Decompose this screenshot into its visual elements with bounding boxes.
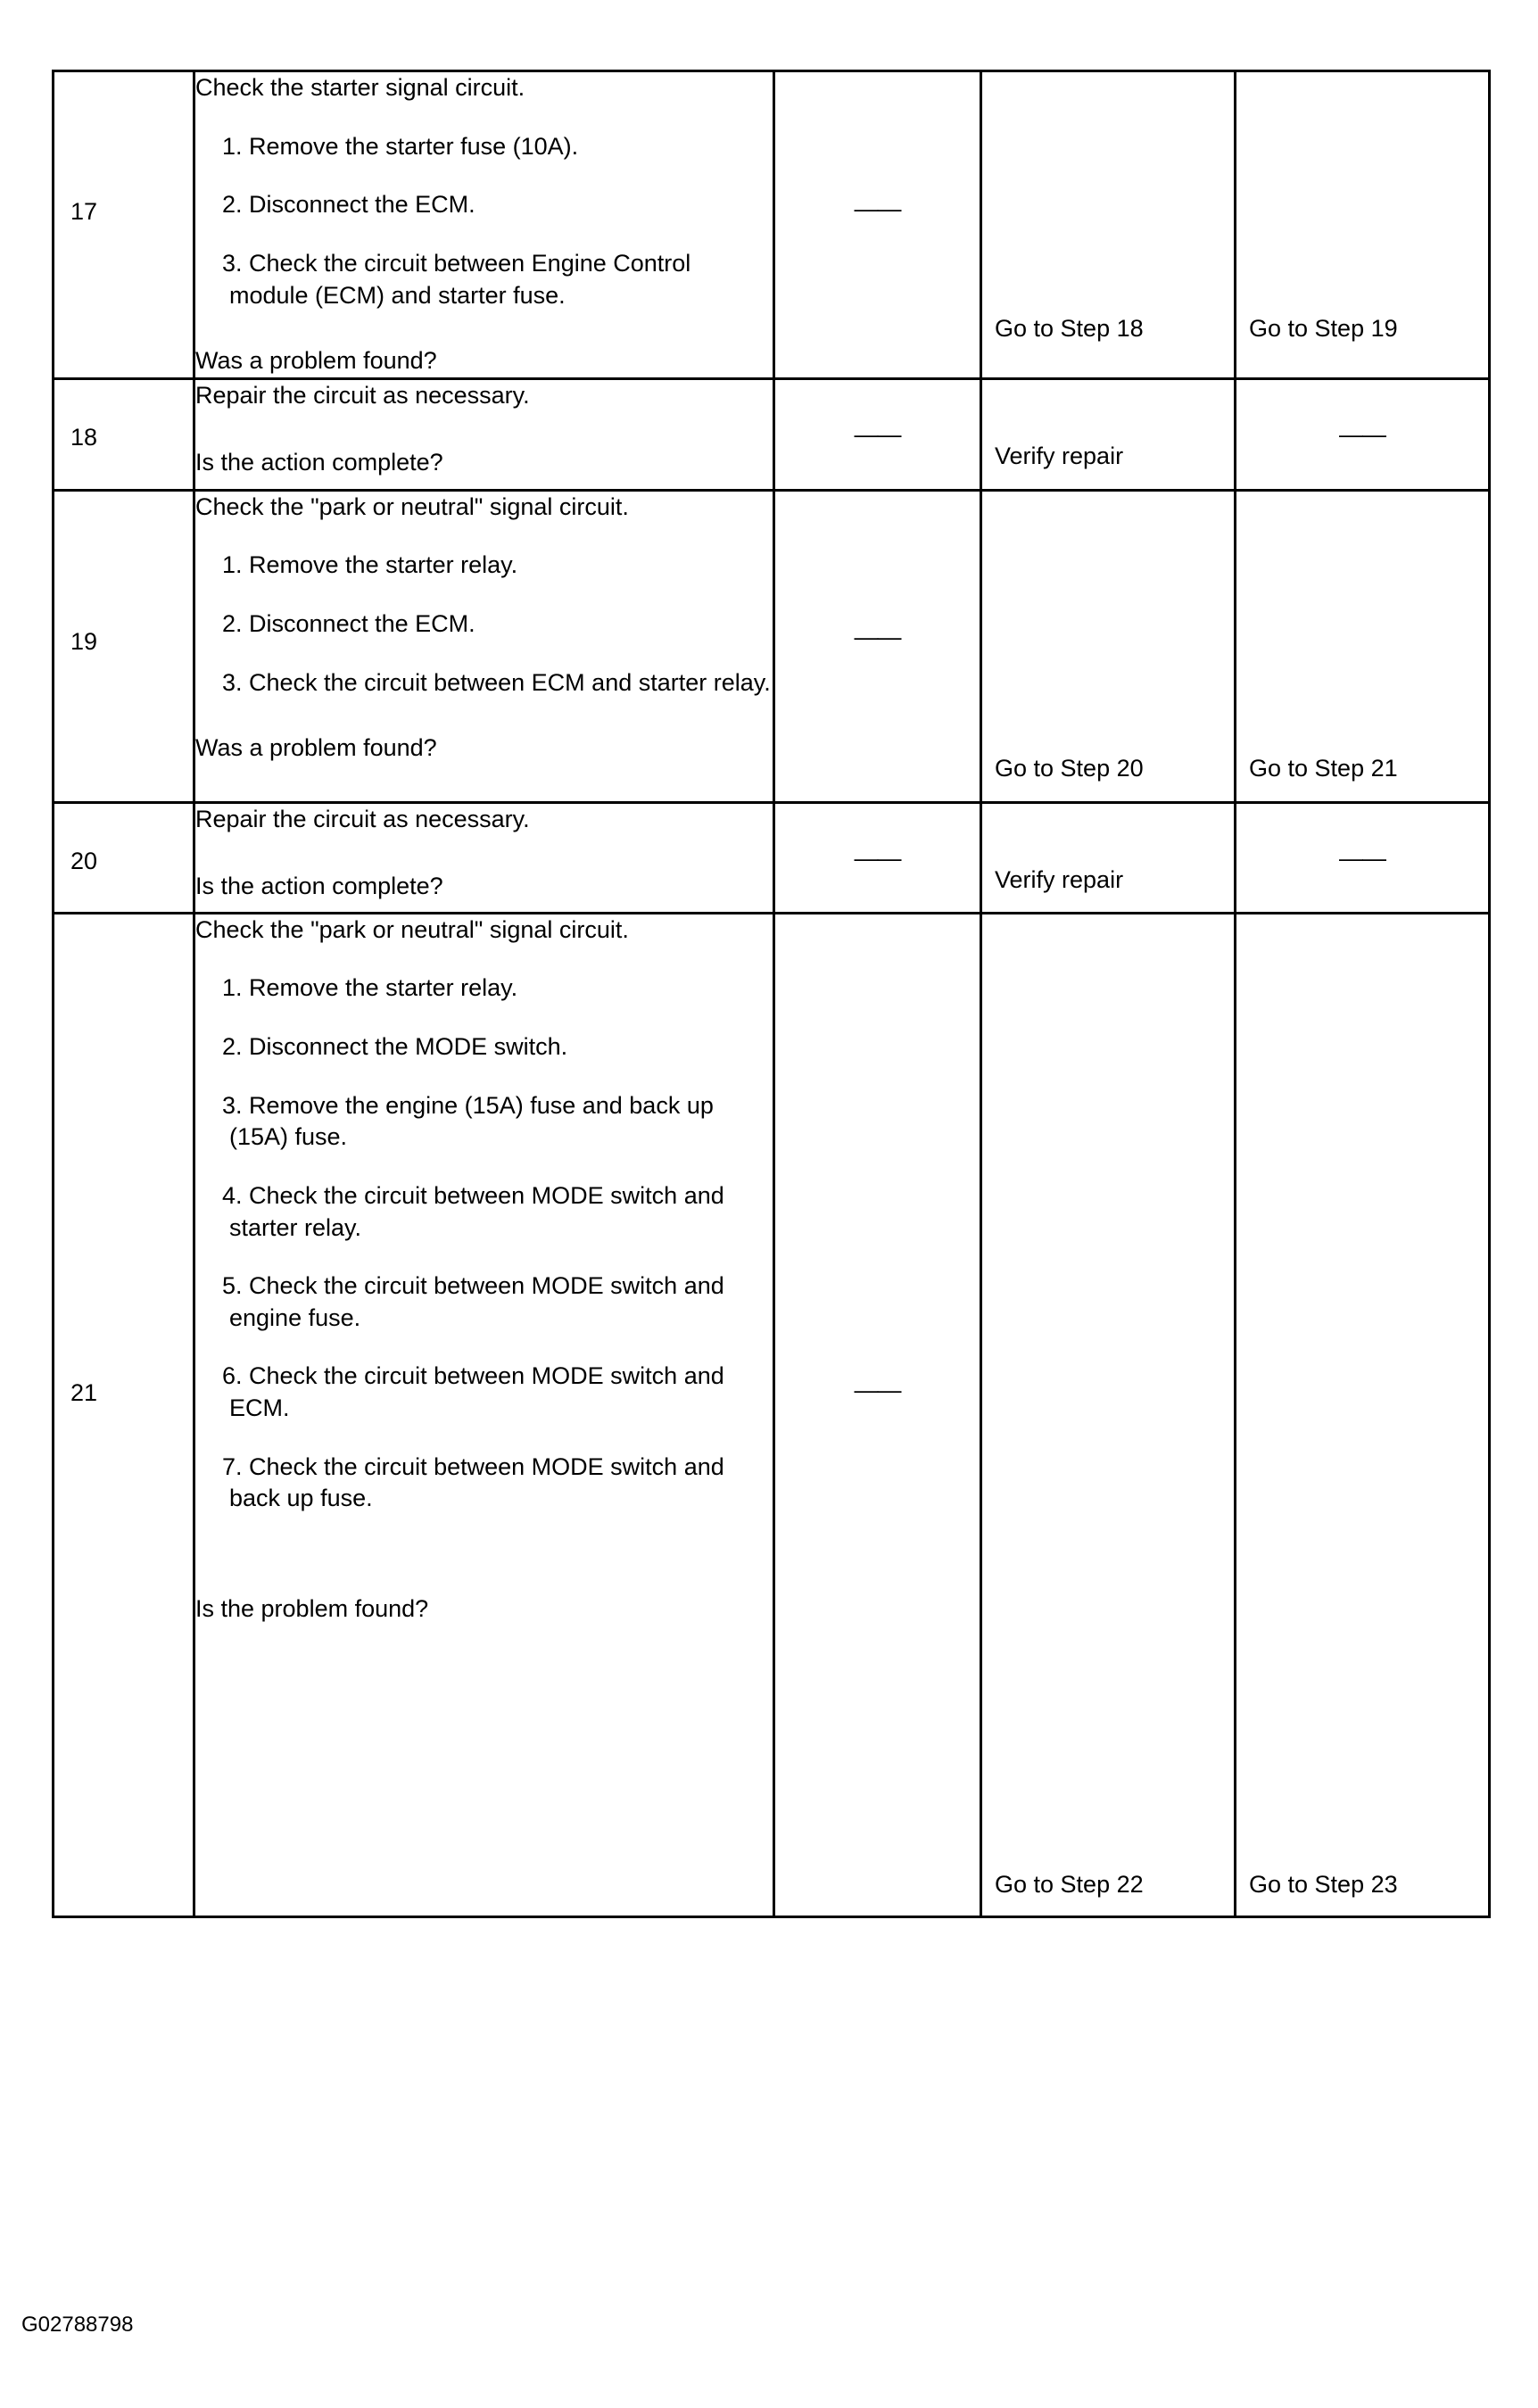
- list-item: 1. Remove the starter relay.: [222, 974, 518, 1002]
- value-dash: ——: [854, 623, 901, 650]
- action-cell: [194, 802, 774, 913]
- list-item: 3. Check the circuit between ECM and starter relay.: [222, 668, 771, 696]
- table-row: [54, 490, 1490, 802]
- action-question: Is the action complete?: [195, 449, 443, 476]
- substep-list: [195, 131, 773, 312]
- step-number-cell: [54, 378, 194, 490]
- value-dash: ——: [854, 420, 901, 448]
- diagnostic-steps-table: [52, 70, 1491, 1918]
- yes-text: Verify repair: [995, 865, 1124, 893]
- list-item: 7. Check the circuit between MODE switch and back up fuse.: [222, 1452, 724, 1512]
- value-dash: ——: [854, 844, 901, 872]
- yes-cell: [981, 913, 1236, 1916]
- list-item: 2. Disconnect the MODE switch.: [222, 1033, 568, 1060]
- no-text: Go to Step 19: [1249, 315, 1398, 342]
- action-lead-text: Check the "park or neutral" signal circuit.: [195, 915, 629, 943]
- value-dash: ——: [854, 1376, 901, 1403]
- value-cell: [774, 490, 981, 802]
- substep-list: [195, 972, 773, 1515]
- no-cell: [1236, 490, 1490, 802]
- step-number: 19: [70, 627, 98, 655]
- table-row: [54, 802, 1490, 913]
- no-cell: [1236, 71, 1490, 379]
- yes-cell: [981, 378, 1236, 490]
- no-text: Go to Step 21: [1249, 754, 1398, 782]
- value-cell: [774, 913, 981, 1916]
- list-item: 2. Disconnect the ECM.: [222, 610, 475, 637]
- action-cell: [194, 378, 774, 490]
- table-row: [54, 71, 1490, 379]
- list-item: 4. Check the circuit between MODE switch and starter relay.: [222, 1181, 724, 1241]
- yes-text: Go to Step 22: [995, 1870, 1144, 1898]
- no-cell: [1236, 802, 1490, 913]
- action-question: Was a problem found?: [195, 734, 437, 762]
- action-question: Is the problem found?: [195, 1594, 429, 1622]
- yes-cell: [981, 71, 1236, 379]
- step-number-cell: [54, 490, 194, 802]
- action-question: Is the action complete?: [195, 873, 443, 900]
- step-number-cell: [54, 802, 194, 913]
- table-row: [54, 378, 1490, 490]
- action-lead-text: Repair the circuit as necessary.: [195, 381, 530, 409]
- yes-text: Go to Step 20: [995, 754, 1144, 782]
- step-number-cell: [54, 71, 194, 379]
- list-item: 6. Check the circuit between MODE switch and ECM.: [222, 1362, 724, 1421]
- list-item: 1. Remove the starter relay.: [222, 551, 518, 579]
- yes-cell: [981, 802, 1236, 913]
- step-number: 18: [70, 423, 98, 451]
- action-cell: [194, 490, 774, 802]
- list-item: 1. Remove the starter fuse (10A).: [222, 132, 579, 160]
- no-cell: [1236, 913, 1490, 1916]
- action-lead-text: Check the "park or neutral" signal circuit.: [195, 492, 629, 520]
- value-dash: ——: [854, 195, 901, 222]
- value-cell: [774, 71, 981, 379]
- yes-cell: [981, 490, 1236, 802]
- no-text: Go to Step 23: [1249, 1870, 1398, 1898]
- no-dash: ——: [1339, 420, 1385, 448]
- action-cell: [194, 71, 774, 379]
- list-item: 2. Disconnect the ECM.: [222, 191, 475, 219]
- value-cell: [774, 802, 981, 913]
- yes-text: Go to Step 18: [995, 315, 1144, 342]
- substep-list: [195, 550, 773, 699]
- list-item: 5. Check the circuit between MODE switch and engine fuse.: [222, 1272, 724, 1331]
- no-dash: ——: [1339, 844, 1385, 872]
- action-lead-text: Check the starter signal circuit.: [195, 74, 525, 101]
- yes-text: Verify repair: [995, 442, 1124, 469]
- step-number: 17: [70, 198, 98, 225]
- list-item: 3. Remove the engine (15A) fuse and back up (15A) fuse.: [222, 1091, 714, 1151]
- step-number-cell: [54, 913, 194, 1916]
- figure-code: G02788798: [21, 2313, 134, 2337]
- value-cell: [774, 378, 981, 490]
- step-number: 20: [70, 847, 98, 874]
- action-lead-text: Repair the circuit as necessary.: [195, 805, 530, 832]
- list-item: 3. Check the circuit between Engine Control module (ECM) and starter fuse.: [222, 249, 691, 309]
- action-cell: [194, 913, 774, 1916]
- step-number: 21: [70, 1378, 98, 1406]
- table-row: [54, 913, 1490, 1916]
- action-question: Was a problem found?: [195, 347, 437, 375]
- no-cell: [1236, 378, 1490, 490]
